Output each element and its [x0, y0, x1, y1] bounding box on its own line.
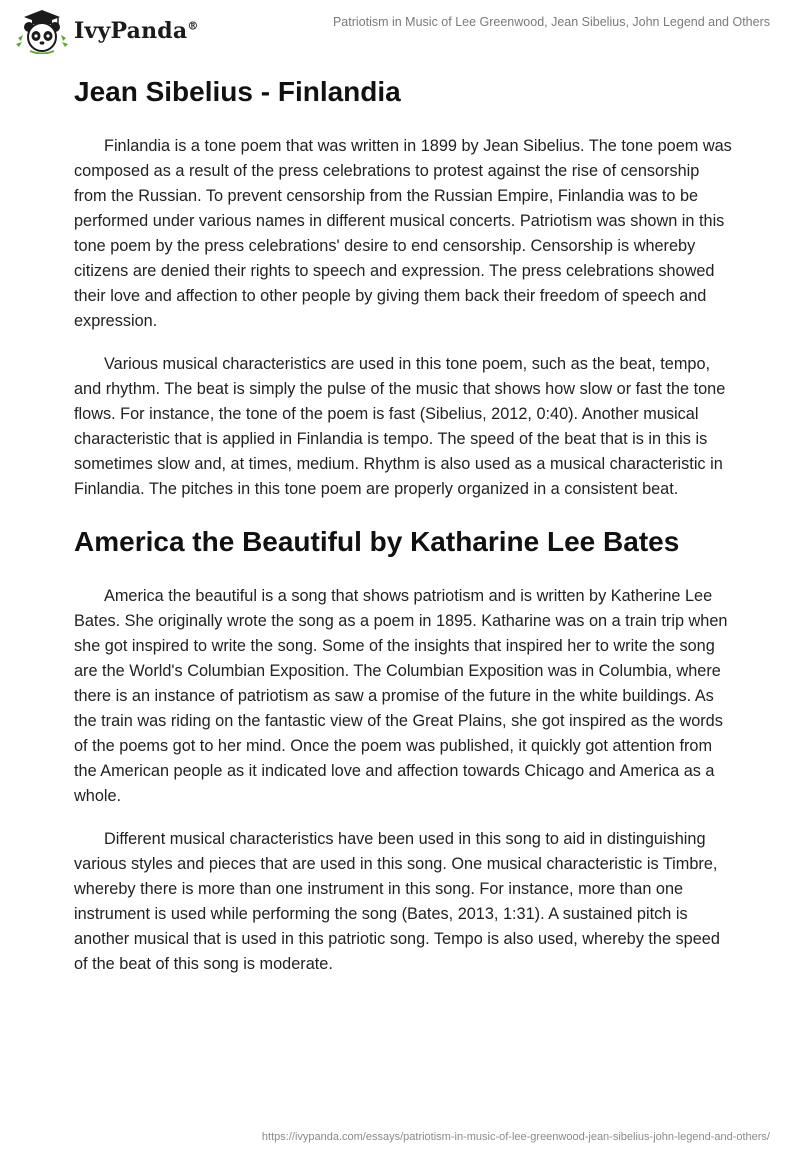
page-header — [0, 0, 800, 60]
document-title: Patriotism in Music of Lee Greenwood, Jean Sibelius, John Legend and Others — [332, 15, 770, 29]
paragraph: America the beautiful is a song that shows patriotism and is written by Katherine Lee Bates. She originally wrote the song as a poem in 1895. Katharine was on a train trip when she got inspired to write the song. Some of the insights that inspired her to write the song are the World's Columbian Exposition. The Columbian Exposition was in Columbia, where there is an instance of patriotism as saw a promise of the future in the white buildings. As the train was riding on the fantastic view of the Great Plains, she got inspired as the words of the poems got to her mind. Once the poem was published, it quickly got attention from the American people as it indicated love and affection towards Chicago and America as a whole. — [74, 587, 728, 805]
source-url-link[interactable]: https://ivypanda.com/essays/patriotism-in-music-of-lee-greenwood-jean-sibelius-john-legend-and-others/ — [261, 1131, 770, 1143]
essay-body — [74, 70, 734, 977]
logo-wordmark: IvyPanda® — [74, 18, 199, 44]
section-heading-america-the-beautiful: America the Beautiful by Katharine Lee Bates — [74, 526, 680, 557]
panda-graduate-icon — [14, 8, 70, 54]
paragraph: Different musical characteristics have been used in this song to aid in distinguishing various styles and pieces that are used in this song. One musical characteristic is Timbre, whereby there is more than one instrument in this song. For instance, more than one instrument is used while performing the song (Bates, 2013, 1:31). A sustained pitch is another musical that is used in this patriotic song. Tempo is also used, whereby the speed of the beat of this song is moderate. — [74, 830, 720, 973]
ivypanda-logo[interactable] — [14, 8, 199, 54]
paragraph: Finlandia is a tone poem that was written in 1899 by Jean Sibelius. The tone poem was composed as a result of the press celebrations to protest against the rise of censorship from the Russian. To prevent censorship from the Russian Empire, Finlandia was to be performed under various names in different musical concerts. Patriotism was shown in this tone poem by the press celebrations' desire to end censorship. Censorship is whereby citizens are denied their rights to speech and expression. The press celebrations showed their love and affection to other people by giving them back their freedom of speech and expression. — [74, 137, 732, 330]
paragraph: Various musical characteristics are used in this tone poem, such as the beat, tempo, and rhythm. The beat is simply the pulse of the music that shows how slow or fast the tone flows. For instance, the tone of the poem is fast (Sibelius, 2012, 0:40). Another musical characteristic that is applied in Finlandia is tempo. The speed of the beat that is in this is sometimes slow and, at times, medium. Rhythm is also used as a musical characteristic in Finlandia. The pitches in this tone poem are properly organized in a consistent beat. — [74, 355, 726, 498]
section-heading-finlandia: Jean Sibelius - Finlandia — [74, 76, 401, 107]
